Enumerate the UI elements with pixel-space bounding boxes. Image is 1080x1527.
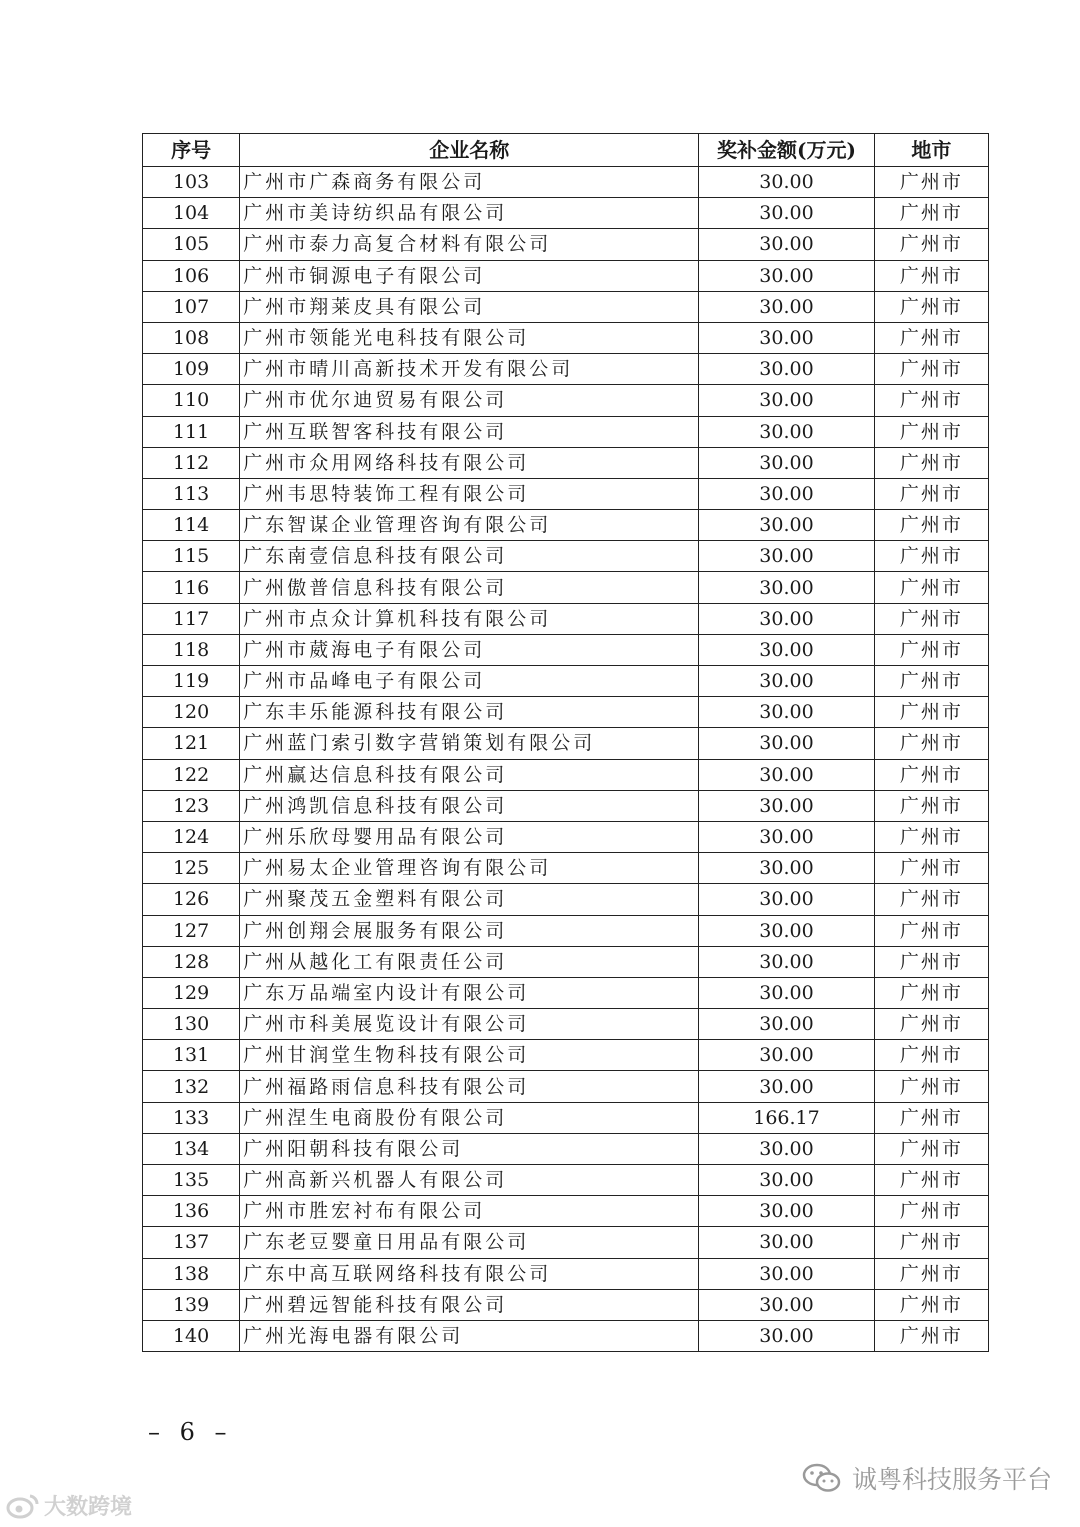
cell-city: 广州市 (874, 946, 988, 977)
cell-city: 广州市 (874, 385, 988, 416)
cell-serial-number: 134 (143, 1133, 240, 1164)
award-table (142, 133, 989, 1352)
table-row (143, 541, 989, 572)
cell-award-amount: 30.00 (699, 510, 874, 541)
cell-city: 广州市 (874, 478, 988, 509)
cell-award-amount: 30.00 (699, 572, 874, 603)
table-row (143, 915, 989, 946)
cell-company-name: 广州市胜宏衬布有限公司 (240, 1196, 699, 1227)
cell-serial-number: 114 (143, 510, 240, 541)
header-serial-number: 序号 (143, 134, 240, 167)
table-row (143, 1289, 989, 1320)
cell-award-amount: 30.00 (699, 167, 874, 198)
cell-serial-number: 116 (143, 572, 240, 603)
table-row (143, 728, 989, 759)
cell-company-name: 广州从越化工有限责任公司 (240, 946, 699, 977)
cell-award-amount: 30.00 (699, 946, 874, 977)
cell-serial-number: 130 (143, 1009, 240, 1040)
table-row (143, 1102, 989, 1133)
table-row (143, 946, 989, 977)
cell-award-amount: 30.00 (699, 977, 874, 1008)
cell-city: 广州市 (874, 697, 988, 728)
cell-company-name: 广州创翔会展服务有限公司 (240, 915, 699, 946)
cell-company-name: 广州聚茂五金塑料有限公司 (240, 884, 699, 915)
cell-company-name: 广州福路雨信息科技有限公司 (240, 1071, 699, 1102)
cell-city: 广州市 (874, 322, 988, 353)
cell-city: 广州市 (874, 416, 988, 447)
cell-serial-number: 135 (143, 1165, 240, 1196)
cell-award-amount: 30.00 (699, 790, 874, 821)
cell-company-name: 广州市翔莱皮具有限公司 (240, 291, 699, 322)
cell-serial-number: 126 (143, 884, 240, 915)
cell-serial-number: 124 (143, 821, 240, 852)
table-row (143, 759, 989, 790)
header-award-amount: 奖补金额(万元) (699, 134, 874, 167)
cell-city: 广州市 (874, 1071, 988, 1102)
cell-serial-number: 121 (143, 728, 240, 759)
cell-company-name: 广州易太企业管理咨询有限公司 (240, 853, 699, 884)
cell-company-name: 广州乐欣母婴用品有限公司 (240, 821, 699, 852)
table-row (143, 790, 989, 821)
page-number: – 6 – (148, 1418, 233, 1446)
cell-award-amount: 166.17 (699, 1102, 874, 1133)
cell-award-amount: 30.00 (699, 447, 874, 478)
cell-award-amount: 30.00 (699, 1165, 874, 1196)
table-row (143, 167, 989, 198)
cell-award-amount: 30.00 (699, 821, 874, 852)
cell-award-amount: 30.00 (699, 1320, 874, 1351)
cell-award-amount: 30.00 (699, 728, 874, 759)
watermark-right-text: 诚粤科技服务平台 (851, 1465, 1052, 1494)
table-row (143, 603, 989, 634)
table-row (143, 977, 989, 1008)
cell-serial-number: 106 (143, 260, 240, 291)
cell-serial-number: 108 (143, 322, 240, 353)
cell-company-name: 广东智谋企业管理咨询有限公司 (240, 510, 699, 541)
cell-award-amount: 30.00 (699, 697, 874, 728)
cell-city: 广州市 (874, 447, 988, 478)
cell-city: 广州市 (874, 354, 988, 385)
cell-serial-number: 103 (143, 167, 240, 198)
table-row (143, 416, 989, 447)
cell-company-name: 广州市品峰电子有限公司 (240, 666, 699, 697)
cell-award-amount: 30.00 (699, 416, 874, 447)
table-header-row (143, 134, 989, 167)
table-row (143, 229, 989, 260)
wechat-icon (802, 1462, 842, 1494)
cell-city: 广州市 (874, 1133, 988, 1164)
cell-city: 广州市 (874, 1320, 988, 1351)
cell-company-name: 广州市领能光电科技有限公司 (240, 322, 699, 353)
cell-company-name: 广州市点众计算机科技有限公司 (240, 603, 699, 634)
cell-award-amount: 30.00 (699, 478, 874, 509)
cell-serial-number: 119 (143, 666, 240, 697)
cell-serial-number: 115 (143, 541, 240, 572)
cell-award-amount: 30.00 (699, 1071, 874, 1102)
cell-city: 广州市 (874, 229, 988, 260)
cell-company-name: 广州市众用网络科技有限公司 (240, 447, 699, 478)
cell-city: 广州市 (874, 510, 988, 541)
cell-company-name: 广州赢达信息科技有限公司 (240, 759, 699, 790)
cell-award-amount: 30.00 (699, 1009, 874, 1040)
cell-company-name: 广州市广森商务有限公司 (240, 167, 699, 198)
header-city: 地市 (874, 134, 988, 167)
cell-award-amount: 30.00 (699, 915, 874, 946)
table-row (143, 821, 989, 852)
cell-city: 广州市 (874, 728, 988, 759)
cell-company-name: 广州光海电器有限公司 (240, 1320, 699, 1351)
cell-company-name: 广州高新兴机器人有限公司 (240, 1165, 699, 1196)
table-row (143, 198, 989, 229)
table-row (143, 478, 989, 509)
cell-city: 广州市 (874, 291, 988, 322)
table-body (143, 167, 989, 1352)
cell-company-name: 广州市美诗纺织品有限公司 (240, 198, 699, 229)
watermark-left (6, 1490, 132, 1521)
table-row (143, 1071, 989, 1102)
cell-company-name: 广东中高互联网络科技有限公司 (240, 1258, 699, 1289)
table-row (143, 634, 989, 665)
cell-serial-number: 111 (143, 416, 240, 447)
cell-company-name: 广州涅生电商股份有限公司 (240, 1102, 699, 1133)
cell-company-name: 广州市铜源电子有限公司 (240, 260, 699, 291)
table-row (143, 1227, 989, 1258)
cell-award-amount: 30.00 (699, 884, 874, 915)
cell-award-amount: 30.00 (699, 385, 874, 416)
cell-serial-number: 131 (143, 1040, 240, 1071)
table-row (143, 884, 989, 915)
cell-company-name: 广州市葳海电子有限公司 (240, 634, 699, 665)
cell-company-name: 广州市泰力高复合材料有限公司 (240, 229, 699, 260)
table-row (143, 1133, 989, 1164)
cell-serial-number: 113 (143, 478, 240, 509)
table-row (143, 697, 989, 728)
cell-company-name: 广州碧远智能科技有限公司 (240, 1289, 699, 1320)
cell-company-name: 广州市优尔迪贸易有限公司 (240, 385, 699, 416)
cell-city: 广州市 (874, 198, 988, 229)
table-row (143, 260, 989, 291)
watermark-left-text: 大数跨境 (44, 1495, 133, 1520)
weibo-logo-icon (6, 1493, 40, 1519)
cell-award-amount: 30.00 (699, 1196, 874, 1227)
table-row (143, 354, 989, 385)
table-row (143, 666, 989, 697)
cell-company-name: 广州市科美展览设计有限公司 (240, 1009, 699, 1040)
cell-city: 广州市 (874, 884, 988, 915)
cell-company-name: 广州阳朝科技有限公司 (240, 1133, 699, 1164)
cell-company-name: 广东老豆婴童日用品有限公司 (240, 1227, 699, 1258)
cell-company-name: 广州鸿凯信息科技有限公司 (240, 790, 699, 821)
cell-city: 广州市 (874, 1040, 988, 1071)
cell-serial-number: 109 (143, 354, 240, 385)
table-row (143, 1165, 989, 1196)
cell-city: 广州市 (874, 915, 988, 946)
cell-city: 广州市 (874, 1289, 988, 1320)
table-row (143, 1320, 989, 1351)
cell-serial-number: 120 (143, 697, 240, 728)
cell-serial-number: 122 (143, 759, 240, 790)
cell-serial-number: 125 (143, 853, 240, 884)
cell-company-name: 广州蓝门索引数字营销策划有限公司 (240, 728, 699, 759)
cell-city: 广州市 (874, 1165, 988, 1196)
cell-city: 广州市 (874, 790, 988, 821)
cell-award-amount: 30.00 (699, 1258, 874, 1289)
cell-award-amount: 30.00 (699, 759, 874, 790)
cell-serial-number: 127 (143, 915, 240, 946)
cell-award-amount: 30.00 (699, 853, 874, 884)
table-row (143, 447, 989, 478)
cell-serial-number: 104 (143, 198, 240, 229)
cell-serial-number: 107 (143, 291, 240, 322)
cell-award-amount: 30.00 (699, 354, 874, 385)
cell-award-amount: 30.00 (699, 1227, 874, 1258)
cell-city: 广州市 (874, 603, 988, 634)
cell-city: 广州市 (874, 759, 988, 790)
cell-serial-number: 128 (143, 946, 240, 977)
cell-award-amount: 30.00 (699, 260, 874, 291)
cell-company-name: 广州市晴川高新技术开发有限公司 (240, 354, 699, 385)
table-row (143, 510, 989, 541)
cell-serial-number: 112 (143, 447, 240, 478)
table-row (143, 1196, 989, 1227)
table-row (143, 385, 989, 416)
cell-award-amount: 30.00 (699, 603, 874, 634)
cell-city: 广州市 (874, 634, 988, 665)
cell-award-amount: 30.00 (699, 229, 874, 260)
cell-city: 广州市 (874, 260, 988, 291)
cell-award-amount: 30.00 (699, 1289, 874, 1320)
cell-award-amount: 30.00 (699, 322, 874, 353)
table-row (143, 572, 989, 603)
cell-city: 广州市 (874, 541, 988, 572)
table-row (143, 1009, 989, 1040)
watermark-right (802, 1460, 1052, 1496)
cell-serial-number: 138 (143, 1258, 240, 1289)
cell-award-amount: 30.00 (699, 1133, 874, 1164)
cell-serial-number: 139 (143, 1289, 240, 1320)
cell-city: 广州市 (874, 167, 988, 198)
cell-company-name: 广州韦思特装饰工程有限公司 (240, 478, 699, 509)
table-row (143, 853, 989, 884)
cell-award-amount: 30.00 (699, 198, 874, 229)
cell-city: 广州市 (874, 853, 988, 884)
cell-award-amount: 30.00 (699, 666, 874, 697)
cell-company-name: 广东万品端室内设计有限公司 (240, 977, 699, 1008)
cell-city: 广州市 (874, 821, 988, 852)
cell-city: 广州市 (874, 1196, 988, 1227)
cell-company-name: 广东南壹信息科技有限公司 (240, 541, 699, 572)
table-row (143, 322, 989, 353)
cell-serial-number: 136 (143, 1196, 240, 1227)
cell-serial-number: 132 (143, 1071, 240, 1102)
cell-award-amount: 30.00 (699, 634, 874, 665)
cell-serial-number: 117 (143, 603, 240, 634)
cell-city: 广州市 (874, 1258, 988, 1289)
cell-serial-number: 129 (143, 977, 240, 1008)
cell-company-name: 广东丰乐能源科技有限公司 (240, 697, 699, 728)
cell-city: 广州市 (874, 666, 988, 697)
cell-serial-number: 137 (143, 1227, 240, 1258)
cell-award-amount: 30.00 (699, 291, 874, 322)
header-company-name: 企业名称 (240, 134, 699, 167)
cell-serial-number: 105 (143, 229, 240, 260)
cell-serial-number: 123 (143, 790, 240, 821)
cell-award-amount: 30.00 (699, 541, 874, 572)
cell-serial-number: 133 (143, 1102, 240, 1133)
cell-serial-number: 140 (143, 1320, 240, 1351)
cell-award-amount: 30.00 (699, 1040, 874, 1071)
cell-company-name: 广州互联智客科技有限公司 (240, 416, 699, 447)
cell-company-name: 广州甘润堂生物科技有限公司 (240, 1040, 699, 1071)
cell-company-name: 广州傲普信息科技有限公司 (240, 572, 699, 603)
table-row (143, 291, 989, 322)
cell-city: 广州市 (874, 1009, 988, 1040)
cell-city: 广州市 (874, 1227, 988, 1258)
table-row (143, 1040, 989, 1071)
cell-city: 广州市 (874, 977, 988, 1008)
cell-serial-number: 110 (143, 385, 240, 416)
table-row (143, 1258, 989, 1289)
cell-city: 广州市 (874, 572, 988, 603)
cell-serial-number: 118 (143, 634, 240, 665)
cell-city: 广州市 (874, 1102, 988, 1133)
